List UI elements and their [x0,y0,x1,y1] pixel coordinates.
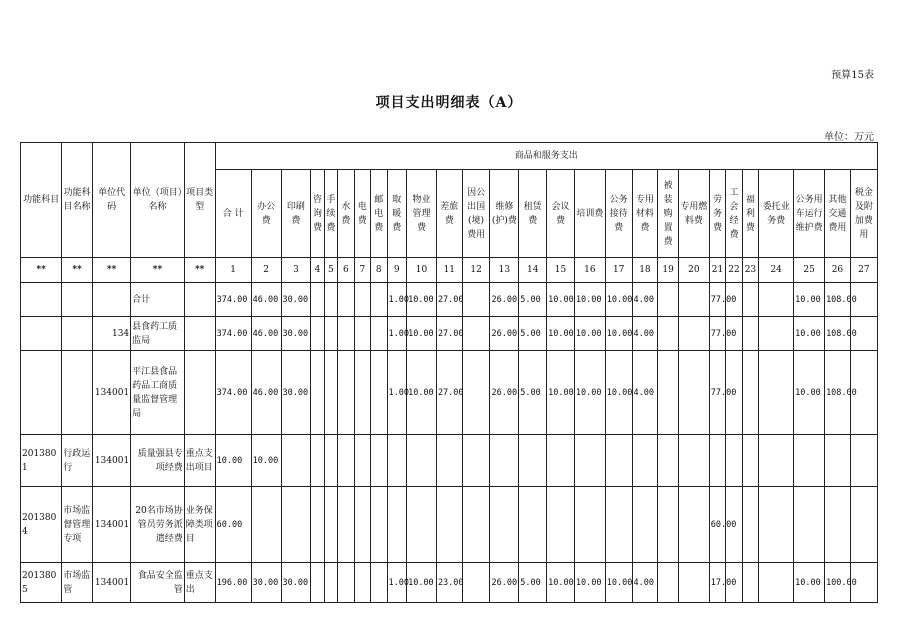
value-cell [759,435,794,487]
index-star-cell: ** [62,258,93,283]
unit-name-cell: 平江县食品药品工商质量监督管理局 [131,351,185,435]
value-cell [658,487,679,563]
project-type-cell [184,283,215,317]
index-number-cell: 2 [251,258,281,283]
value-cell [678,487,709,563]
value-cell: 10.00 [574,283,605,317]
project-type-cell [184,351,215,435]
value-cell: 108.00 [825,317,851,351]
header-col-7: 电费 [354,170,370,258]
index-number-cell: 24 [759,258,794,283]
index-number-cell: 16 [574,258,605,283]
value-cell [462,487,490,563]
value-cell [387,435,407,487]
value-cell: 10.00 [407,563,437,603]
value-cell: 10.00 [605,283,632,317]
value-cell [371,317,387,351]
unit-name-cell: 20名市场协管员劳务派遣经费 [131,487,185,563]
value-cell [605,435,632,487]
report-title: 项目支出明细表（A） [375,95,523,111]
unit-code-cell: 134001 [93,563,131,603]
func-subject-cell [21,351,62,435]
table-row [21,317,878,351]
unit-code-cell [93,283,131,317]
value-cell [354,317,370,351]
value-cell [658,283,679,317]
value-cell: 10.00 [547,351,575,435]
value-cell [658,317,679,351]
value-cell [354,351,370,435]
value-cell [678,563,709,603]
value-cell [825,435,851,487]
value-cell: 77.00 [709,317,725,351]
header-col-22: 工会经费 [726,170,742,258]
header-goods-services-group: 商品和服务支出 [215,143,877,170]
value-cell: 10.00 [794,351,825,435]
unit-label: 单位：万元 [824,132,874,143]
value-cell [371,283,387,317]
value-cell [338,487,354,563]
index-number-cell: 4 [311,258,324,283]
value-cell [574,435,605,487]
value-cell: 77.00 [709,283,725,317]
index-number-cell: 14 [519,258,547,283]
value-cell [324,317,337,351]
value-cell: 5.00 [519,563,547,603]
index-number-cell: 13 [490,258,519,283]
header-func-subject-name: 功能科目名称 [62,143,93,258]
value-cell [436,487,462,563]
value-cell [742,487,758,563]
project-type-cell: 业务保障类项目 [184,487,215,563]
value-cell [850,487,877,563]
value-cell [574,487,605,563]
value-cell [825,487,851,563]
value-cell: 30.00 [281,563,311,603]
header-col-8: 邮电费 [371,170,387,258]
project-type-cell: 重点支出 [184,563,215,603]
unit-name-cell: 合计 [131,283,185,317]
value-cell: 1.00 [387,283,407,317]
func-subject-name-cell [62,283,93,317]
value-cell [338,435,354,487]
value-cell [407,487,437,563]
value-cell [462,563,490,603]
value-cell: 26.00 [490,351,519,435]
index-number-cell: 6 [338,258,354,283]
index-number-cell: 27 [850,258,877,283]
value-cell: 27.00 [436,317,462,351]
unit-name-cell: 食品安全监管 [131,563,185,603]
header-col-12: 因公出国(境)费用 [462,170,490,258]
value-cell: 23.00 [436,563,462,603]
value-cell: 10.00 [215,435,251,487]
value-cell [407,435,437,487]
value-cell [251,487,281,563]
header-col-4: 咨询费 [311,170,324,258]
value-cell: 26.00 [490,283,519,317]
header-col-1: 合 计 [215,170,251,258]
value-cell [324,351,337,435]
value-cell [371,435,387,487]
unit-name-cell: 质量强县专项经费 [131,435,185,487]
value-cell: 4.00 [632,317,658,351]
value-cell [726,435,742,487]
value-cell: 10.00 [547,283,575,317]
value-cell: 10.00 [574,317,605,351]
value-cell [354,283,370,317]
value-cell: 1.00 [387,563,407,603]
value-cell: 46.00 [251,351,281,435]
value-cell: 4.00 [632,351,658,435]
value-cell: 10.00 [407,317,437,351]
value-cell: 30.00 [251,563,281,603]
value-cell [311,283,324,317]
value-cell [742,317,758,351]
value-cell [490,435,519,487]
value-cell: 5.00 [519,317,547,351]
value-cell [490,487,519,563]
value-cell [709,435,725,487]
value-cell [311,351,324,435]
unit-code-cell: 134 [93,317,131,351]
value-cell: 374.00 [215,351,251,435]
header-col-5: 手续费 [324,170,337,258]
table-row [21,487,878,563]
func-subject-cell: 2013805 [21,563,62,603]
func-subject-cell: 2013801 [21,435,62,487]
header-col-11: 差旅费 [436,170,462,258]
header-col-15: 会议费 [547,170,575,258]
unit-code-cell: 134001 [93,351,131,435]
header-unit-name: 单位（项目）名称 [131,143,185,258]
value-cell [436,435,462,487]
value-cell [850,435,877,487]
index-number-cell: 17 [605,258,632,283]
index-number-cell: 20 [678,258,709,283]
value-cell [462,435,490,487]
value-cell: 5.00 [519,351,547,435]
func-subject-name-cell: 市场监管 [62,563,93,603]
func-subject-name-cell: 市场监督管理专项 [62,487,93,563]
value-cell: 5.00 [519,283,547,317]
value-cell [759,487,794,563]
value-cell [519,487,547,563]
header-col-18: 专用材料费 [632,170,658,258]
value-cell: 30.00 [281,283,311,317]
project-type-cell: 重点支出项目 [184,435,215,487]
value-cell [742,435,758,487]
value-cell: 10.00 [407,351,437,435]
func-subject-cell: 2013804 [21,487,62,563]
value-cell: 60.00 [709,487,725,563]
value-cell: 26.00 [490,317,519,351]
header-col-19: 被装购置费 [658,170,679,258]
index-number-cell: 10 [407,258,437,283]
func-subject-name-cell [62,317,93,351]
page-number-label: 预算15表 [831,70,874,81]
value-cell [462,283,490,317]
header-project-type: 项目类型 [184,143,215,258]
header-col-17: 公务接待费 [605,170,632,258]
value-cell [324,435,337,487]
index-number-cell: 9 [387,258,407,283]
index-number-cell: 22 [726,258,742,283]
func-subject-cell [21,283,62,317]
header-col-21: 劳务费 [709,170,725,258]
index-number-cell: 3 [281,258,311,283]
value-cell [371,487,387,563]
value-cell: 10.00 [574,351,605,435]
value-cell: 108.00 [825,351,851,435]
header-col-26: 其他交通费用 [825,170,851,258]
value-cell: 100.00 [825,563,851,603]
value-cell: 10.00 [794,283,825,317]
table-row [21,283,878,317]
value-cell [759,317,794,351]
value-cell [281,435,311,487]
value-cell: 10.00 [547,563,575,603]
header-col-10: 物业管理费 [407,170,437,258]
value-cell: 374.00 [215,283,251,317]
header-col-25: 公务用车运行维护费 [794,170,825,258]
value-cell [547,435,575,487]
value-cell [547,487,575,563]
value-cell: 27.00 [436,351,462,435]
value-cell: 374.00 [215,317,251,351]
index-number-cell: 19 [658,258,679,283]
index-star-cell: ** [93,258,131,283]
value-cell: 46.00 [251,283,281,317]
value-cell [338,317,354,351]
value-cell [678,317,709,351]
index-number-cell: 1 [215,258,251,283]
header-col-23: 福利费 [742,170,758,258]
value-cell: 4.00 [632,283,658,317]
index-number-cell: 15 [547,258,575,283]
header-col-27: 税金及附加费用 [850,170,877,258]
value-cell [759,351,794,435]
index-number-cell: 7 [354,258,370,283]
header-col-3: 印刷费 [281,170,311,258]
unit-code-cell: 134001 [93,435,131,487]
value-cell [354,563,370,603]
value-cell: 10.00 [605,351,632,435]
value-cell [338,283,354,317]
value-cell [678,351,709,435]
value-cell: 10.00 [605,317,632,351]
value-cell [632,435,658,487]
value-cell [338,351,354,435]
value-cell: 30.00 [281,317,311,351]
index-number-cell: 18 [632,258,658,283]
value-cell: 10.00 [251,435,281,487]
value-cell: 1.00 [387,317,407,351]
table-row [21,563,878,603]
value-cell [281,487,311,563]
value-cell: 60.00 [215,487,251,563]
func-subject-name-cell [62,351,93,435]
value-cell [658,435,679,487]
value-cell [605,487,632,563]
expenditure-table [20,142,878,603]
value-cell: 10.00 [574,563,605,603]
func-subject-cell [21,317,62,351]
value-cell [678,283,709,317]
index-number-cell: 21 [709,258,725,283]
value-cell: 4.00 [632,563,658,603]
index-star-cell: ** [21,258,62,283]
value-cell [338,563,354,603]
value-cell: 10.00 [547,317,575,351]
value-cell [324,487,337,563]
value-cell: 10.00 [794,317,825,351]
value-cell [658,563,679,603]
value-cell [519,435,547,487]
index-number-cell: 11 [436,258,462,283]
value-cell [354,435,370,487]
value-cell: 196.00 [215,563,251,603]
func-subject-name-cell: 行政运行 [62,435,93,487]
value-cell [462,351,490,435]
header-col-13: 维修(护)费 [490,170,519,258]
value-cell: 27.00 [436,283,462,317]
value-cell [632,487,658,563]
index-star-cell: ** [131,258,185,283]
value-cell: 77.00 [709,351,725,435]
value-cell: 10.00 [407,283,437,317]
value-cell [759,563,794,603]
value-cell [759,283,794,317]
value-cell [324,283,337,317]
value-cell [371,351,387,435]
index-number-cell: 5 [324,258,337,283]
value-cell [324,563,337,603]
header-func-subject: 功能科目 [21,143,62,258]
value-cell [311,487,324,563]
unit-code-cell: 134001 [93,487,131,563]
value-cell [311,317,324,351]
header-col-9: 取暖费 [387,170,407,258]
value-cell: 30.00 [281,351,311,435]
index-star-cell: ** [184,258,215,283]
header-col-16: 培训费 [574,170,605,258]
table-row [21,435,878,487]
value-cell [742,283,758,317]
value-cell [311,435,324,487]
index-number-cell: 26 [825,258,851,283]
value-cell: 1.00 [387,351,407,435]
unit-name-cell: 县食药工质监局 [131,317,185,351]
value-cell: 26.00 [490,563,519,603]
value-cell: 10.00 [605,563,632,603]
value-cell: 17.00 [709,563,725,603]
header-unit-code: 单位代码 [93,143,131,258]
table-row [21,351,878,435]
header-col-6: 水费 [338,170,354,258]
value-cell [742,563,758,603]
value-cell [354,487,370,563]
value-cell: 10.00 [794,563,825,603]
project-type-cell [184,317,215,351]
value-cell [387,487,407,563]
header-col-2: 办公费 [251,170,281,258]
value-cell [371,563,387,603]
value-cell [678,435,709,487]
value-cell [462,317,490,351]
value-cell: 46.00 [251,317,281,351]
header-col-14: 租赁费 [519,170,547,258]
value-cell: 108.00 [825,283,851,317]
index-number-cell: 8 [371,258,387,283]
index-number-cell: 23 [742,258,758,283]
value-cell [794,487,825,563]
index-number-cell: 12 [462,258,490,283]
header-col-20: 专用燃料费 [678,170,709,258]
value-cell [742,351,758,435]
value-cell [311,563,324,603]
index-number-cell: 25 [794,258,825,283]
header-col-24: 委托业务费 [759,170,794,258]
value-cell [794,435,825,487]
value-cell [658,351,679,435]
